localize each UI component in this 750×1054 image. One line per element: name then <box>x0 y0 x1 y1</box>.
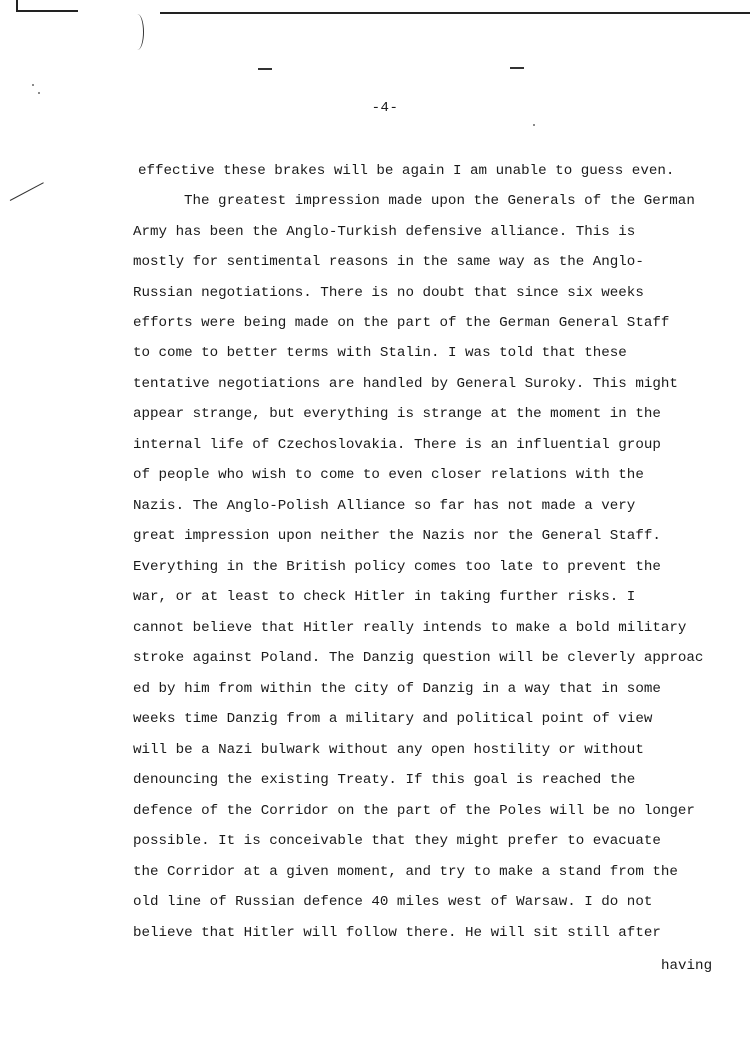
text-line: stroke against Poland. The Danzig question will be cleverly approac <box>133 650 704 666</box>
text-line: Everything in the British policy comes too late to prevent the <box>133 559 661 575</box>
scan-dash-mark <box>258 68 272 70</box>
text-line: Nazis. The Anglo-Polish Alliance so far has not made a very <box>133 498 636 514</box>
text-line: believe that Hitler will follow there. He will sit still after <box>133 925 661 941</box>
text-line: internal life of Czechoslovakia. There is an influential group <box>133 437 661 453</box>
text-line: the Corridor at a given moment, and try to make a stand from the <box>133 864 678 880</box>
scan-speck <box>32 84 34 86</box>
text-line: great impression upon neither the Nazis nor the General Staff. <box>133 528 661 544</box>
page-number: -4- <box>371 100 399 116</box>
scan-dash-mark <box>510 67 524 69</box>
text-line: possible. It is conceivable that they might prefer to evacuate <box>133 833 661 849</box>
catchword: having <box>661 958 713 974</box>
text-line: will be a Nazi bulwark without any open hostility or without <box>133 742 644 758</box>
scan-speck <box>38 92 40 94</box>
margin-pen-mark <box>10 182 44 201</box>
text-line: ed by him from within the city of Danzig in a way that in some <box>133 681 661 697</box>
text-line: Russian negotiations. There is no doubt that since six weeks <box>133 285 644 301</box>
text-line: to come to better terms with Stalin. I was told that these <box>133 345 627 361</box>
text-line: of people who wish to come to even closer relations with the <box>133 467 644 483</box>
top-rule-mark <box>160 12 750 14</box>
text-line: Army has been the Anglo-Turkish defensive alliance. This is <box>133 224 636 240</box>
text-line: war, or at least to check Hitler in taking further risks. I <box>133 589 636 605</box>
text-line: old line of Russian defence 40 miles west of Warsaw. I do not <box>133 894 653 910</box>
text-line: efforts were being made on the part of the German General Staff <box>133 315 670 331</box>
bracket-mark <box>131 14 144 50</box>
text-line: cannot believe that Hitler really intends to make a bold military <box>133 620 687 636</box>
text-line: denouncing the existing Treaty. If this goal is reached the <box>133 772 636 788</box>
text-line: defence of the Corridor on the part of the Poles will be no longer <box>133 803 695 819</box>
corner-frame-mark <box>16 0 78 12</box>
text-line: weeks time Danzig from a military and political point of view <box>133 711 653 727</box>
text-line: mostly for sentimental reasons in the same way as the Anglo- <box>133 254 644 270</box>
text-line: effective these brakes will be again I am unable to guess even. <box>138 163 675 179</box>
text-line: appear strange, but everything is strange at the moment in the <box>133 406 661 422</box>
text-line: tentative negotiations are handled by General Suroky. This might <box>133 376 678 392</box>
text-line: The greatest impression made upon the Generals of the German <box>184 193 695 209</box>
scan-speck <box>533 124 535 126</box>
